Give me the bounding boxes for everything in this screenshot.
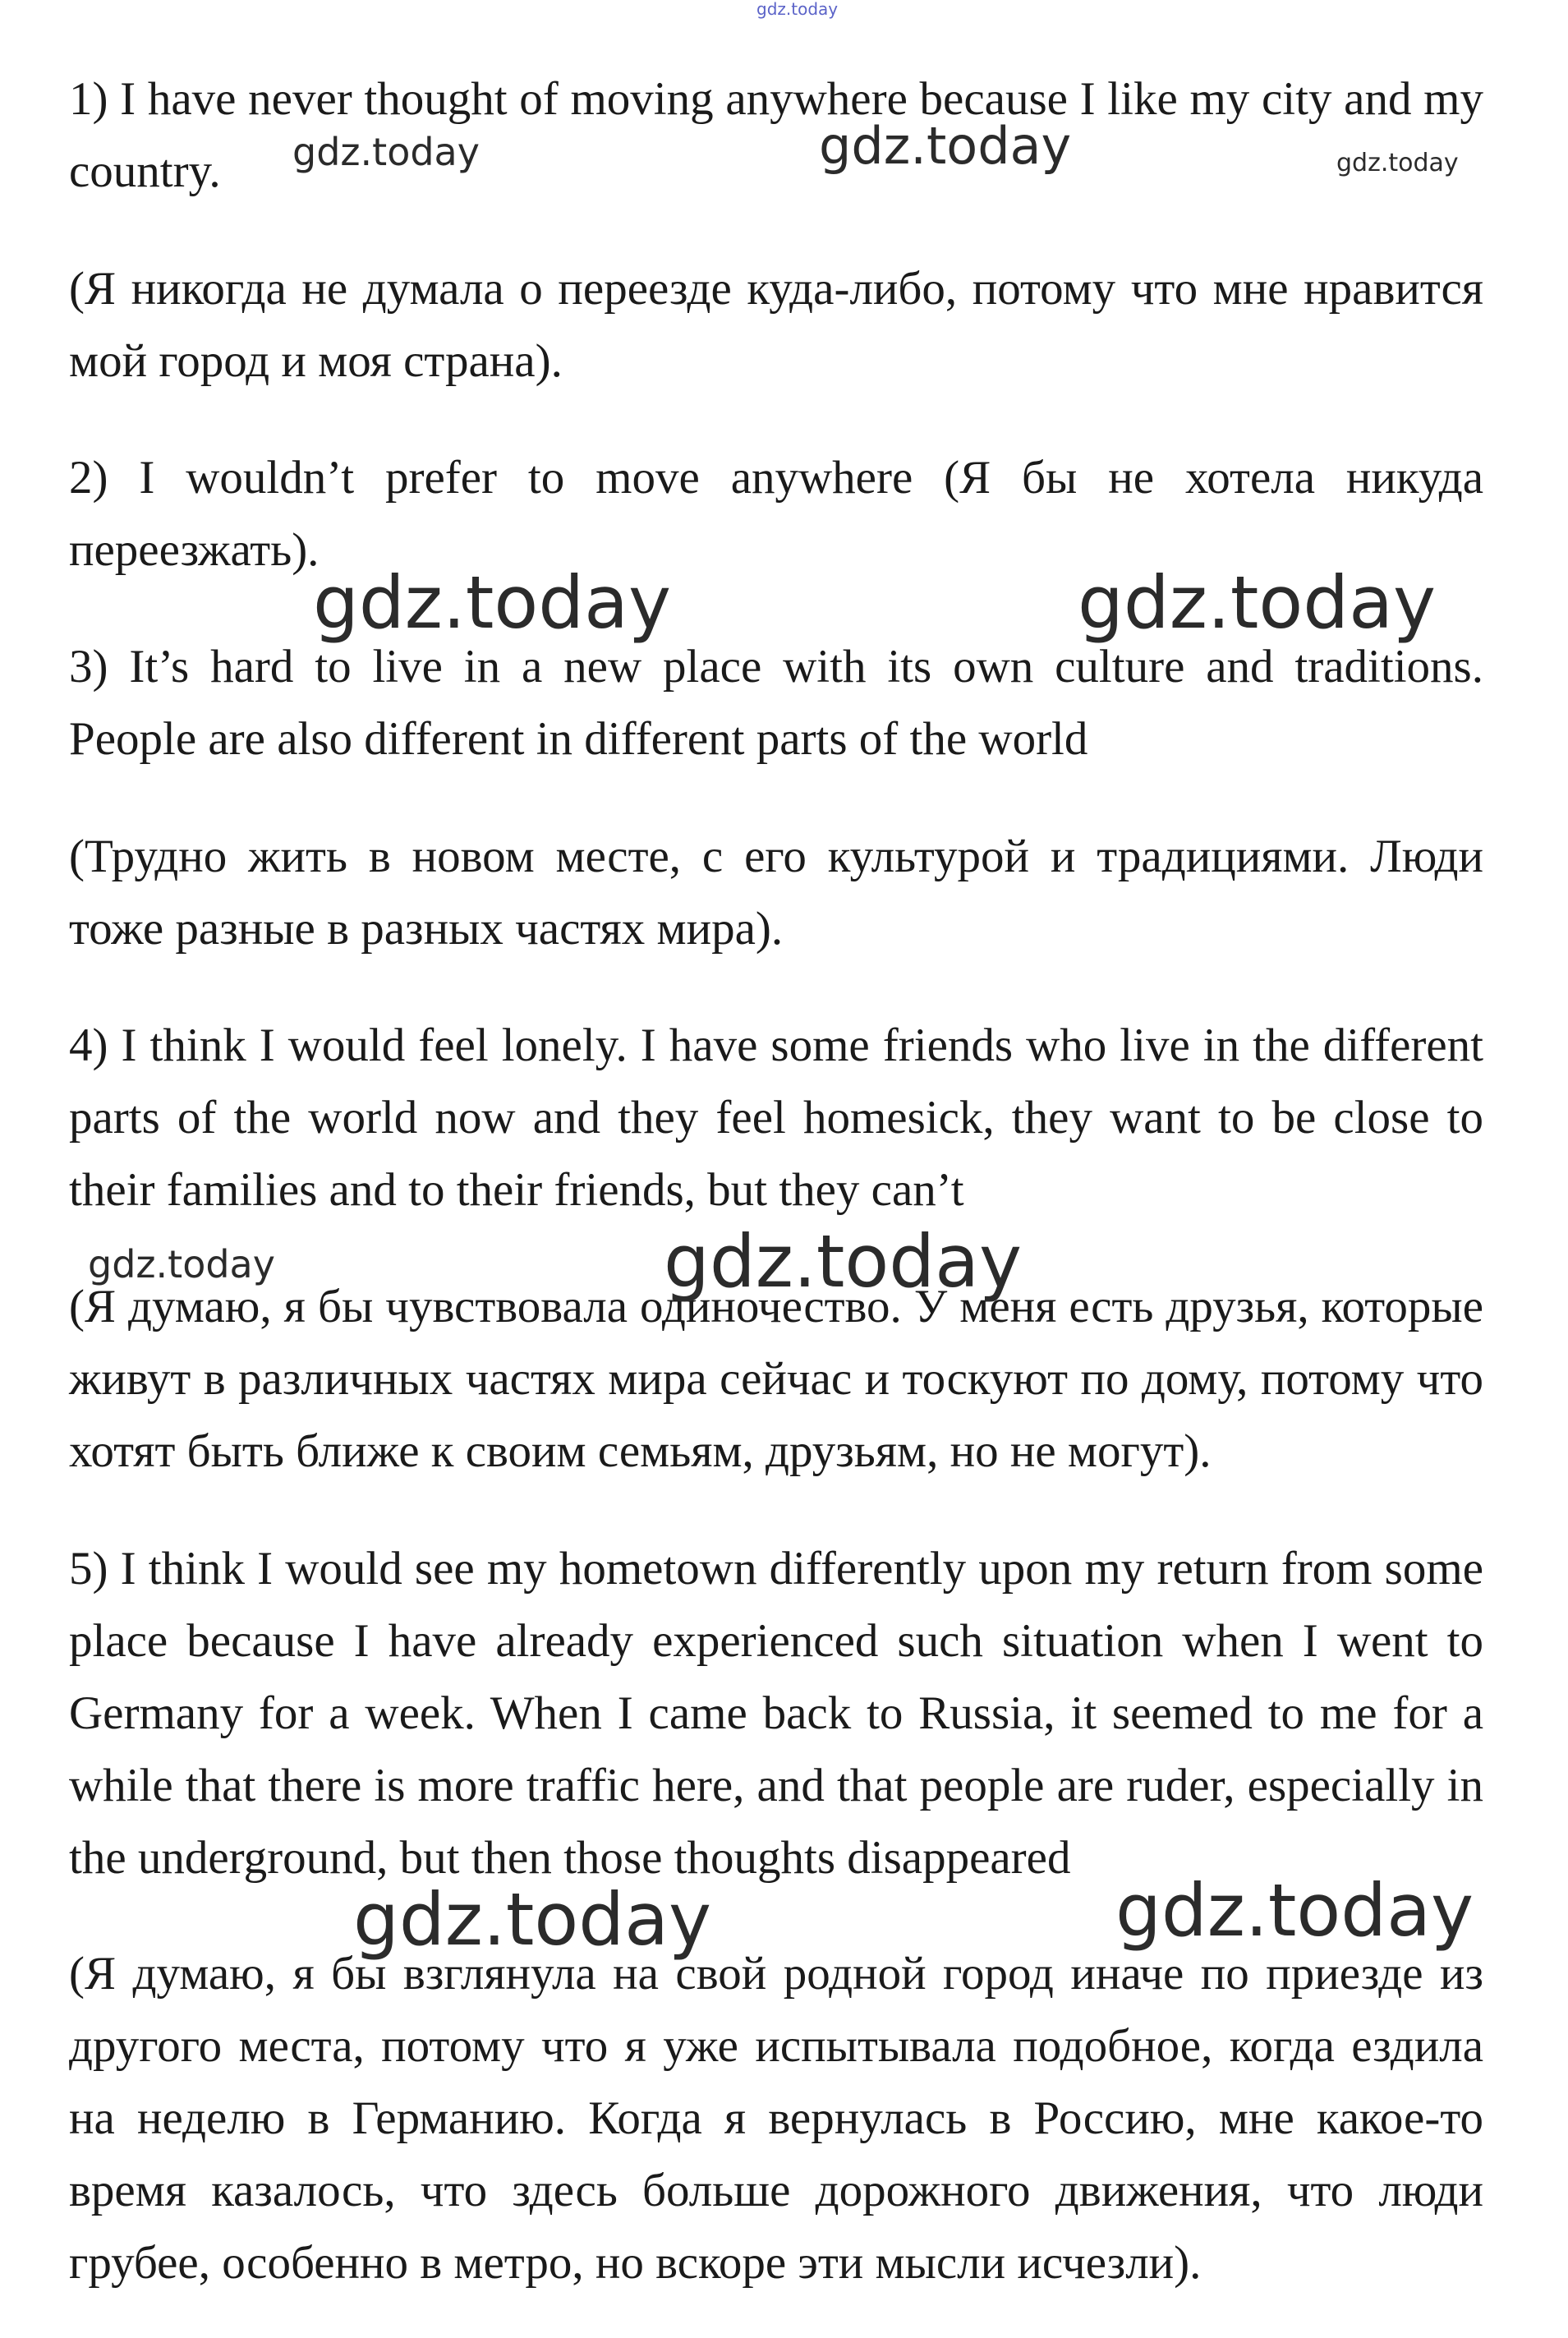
watermark: gdz.today bbox=[88, 1242, 275, 1286]
paragraph-3-english: 3) It’s hard to live in a new place with its own culture and traditions. People are also different in different parts of the world bbox=[69, 641, 1483, 765]
watermark: gdz.today bbox=[1115, 1868, 1474, 1953]
paragraph-5-english: 5) I think I would see my hometown differently upon my return from some place because I have already experienced such situation when I went to Germany for a week. When I came back to Russia, it seemed to me for a while that there is more traffic here, and that people are ruder, especially in the underground, but then those thoughts disappeared bbox=[69, 1543, 1483, 1884]
watermark: gdz.today bbox=[664, 1219, 1023, 1304]
watermark-top: gdz.today bbox=[756, 0, 839, 19]
watermark: gdz.today bbox=[1336, 149, 1459, 177]
watermark: gdz.today bbox=[1078, 560, 1437, 645]
paragraph-4-russian: (Я думаю, я бы чувствовала одиночество. У меня есть друзья, которые живут в различных частях мира сейчас и тоскуют по дому, потому что хотят быть ближе к своим семьям, друзьям, но не могут). bbox=[69, 1281, 1483, 1477]
watermark: gdz.today bbox=[819, 116, 1072, 176]
watermark: gdz.today bbox=[353, 1877, 712, 1962]
paragraph-2: 2) I wouldn’t prefer to move anywhere (Я бы не хотела никуда переезжать). bbox=[69, 452, 1483, 576]
paragraph-4-english: 4) I think I would feel lonely. I have some friends who live in the different parts of the world now and they feel homesick, they want to be close to their families and to their friends, but they can’t bbox=[69, 1019, 1483, 1216]
watermark: gdz.today bbox=[292, 130, 480, 174]
paragraph-5-russian: (Я думаю, я бы взглянула на свой родной город иначе по приезде из другого места, потому что я уже испытывала подобное, когда ездила на неделю в Германию. Когда я вернулась в Россию, мне какое-то время казалось, что здесь больше дорожного движения, что люди грубее, особенно в метро, но вскоре эти мысли исчезли). bbox=[69, 1948, 1483, 2289]
watermark: gdz.today bbox=[313, 560, 672, 645]
paragraph-1-english: 1) I have never thought of moving anywhere because I like my city and my country. bbox=[69, 73, 1483, 197]
paragraph-3-russian: (Трудно жить в новом месте, с его культурой и традициями. Люди тоже разные в разных частях мира). bbox=[69, 831, 1483, 955]
paragraph-1-russian: (Я никогда не думала о переезде куда-либо, потому что мне нравится мой город и моя страна). bbox=[69, 263, 1483, 387]
